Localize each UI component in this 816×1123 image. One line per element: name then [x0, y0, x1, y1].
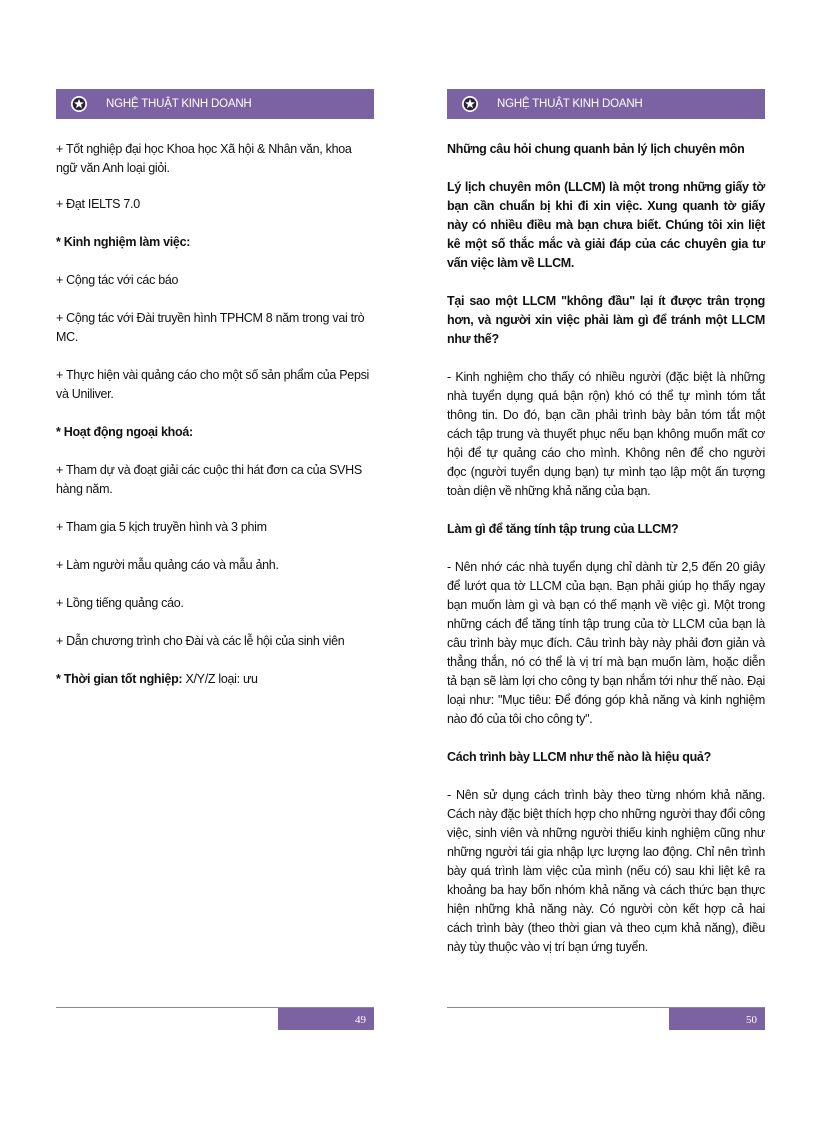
intro-paragraph: Lý lịch chuyên môn (LLCM) là một trong những giấy tờ bạn cần chuẩn bị khi đi xin việc. Xung quanh tờ giấy này có nhiều điều mà bạn chưa biết. Chúng tôi xin liệt kê một số thắc mắc và giải đáp của các chuyên gia tư vấn việc làm về LLCM. [447, 180, 765, 270]
graduation-value: X/Y/Z loại: ưu [182, 672, 258, 686]
right-page [447, 0, 765, 1123]
header-title: NGHỆ THUẬT KINH DOANH [106, 98, 252, 110]
page-number: 50 [669, 1008, 765, 1030]
list-item: + Lồng tiếng quảng cáo. [56, 596, 184, 610]
question-heading: Làm gì để tăng tính tập trung của LLCM? [447, 522, 679, 536]
page-footer [447, 1006, 765, 1031]
list-item: + Tham gia 5 kịch truyền hình và 3 phim [56, 520, 267, 534]
list-item: + Tốt nghiệp đại học Khoa học Xã hội & Nhân văn, khoa ngữ văn Anh loại giỏi. [56, 142, 352, 175]
page-header [447, 89, 765, 119]
graduation-label: * Thời gian tốt nghiệp: [56, 672, 183, 686]
list-item: + Thực hiện vài quảng cáo cho một số sản phẩm của Pepsi và Uniliver. [56, 368, 370, 401]
list-item: + Cộng tác với Đài truyền hình TPHCM 8 năm trong vai trò MC. [56, 311, 365, 344]
answer-paragraph: - Nên nhớ các nhà tuyển dụng chỉ dành từ 2,5 đến 20 giây để lướt qua tờ LLCM của bạn. Bạn phải giúp họ thấy ngay bạn muốn làm gì và bạn có thế mạnh về việc gì. Một trong những cách để tăng tính tập trung của tờ LLCM của bạn là câu trình bày mục đích. Câu trình bày này phải đơn giản và thẳng thắn, nó có thể là vị trí mà bạn muốn làm, hoặc diễn tả bạn sẽ làm lợi cho công ty bạn nhắm tới như thế nào. Đại loại như: "Mục tiêu: Để đóng góp khả năng và kinh nghiệm nào đó của tôi cho công ty". [447, 560, 765, 726]
page-footer [56, 1006, 374, 1031]
section-heading: Những câu hỏi chung quanh bản lý lịch chuyên môn [447, 142, 745, 156]
question-heading: Cách trình bày LLCM như thế nào là hiệu quả? [447, 750, 711, 764]
graduation-line [56, 670, 374, 689]
page-number: 49 [278, 1008, 374, 1030]
right-content [447, 140, 765, 976]
answer-paragraph: - Nên sử dụng cách trình bày theo từng nhóm khả năng. Cách này đặc biệt thích hợp cho những người thay đổi công việc, sinh viên và những người thiếu kinh nghiệm cũng như những người tái gia nhập lực lượng lao động. Chỉ nên trình bày quá trình làm việc của mình (nếu có) sau khi liệt kê ra khoảng ba hay bốn nhóm khả năng và cách thức bạn thực hiện những khả năng này. Có người còn kết hợp cả hai cách trình bày (theo thời gian và theo cụm khả năng), điều này tùy thuộc vào vị trí bạn ứng tuyển. [447, 788, 765, 954]
left-content [56, 140, 374, 708]
answer-paragraph: - Kinh nghiệm cho thấy có nhiều người (đặc biệt là những nhà tuyển dụng quá bận rộn) khó có thể tự mình tóm tắt thông tin. Do đó, bạn cần phải trình bày bản tóm tắt một cách tập trung và thuyết phục nếu bạn không muốn mất cơ hội để tự quảng cáo cho mình. Không nên để cho người đọc (người tuyển dụng bạn) tự mình tạo lập một ấn tượng toàn diện về những khả năng của bạn. [447, 370, 765, 498]
left-page [56, 0, 374, 1123]
star-badge-icon [70, 95, 88, 113]
list-item: + Dẫn chương trình cho Đài và các lễ hội của sinh viên [56, 634, 345, 648]
list-item: + Tham dự và đoạt giải các cuộc thi hát đơn ca của SVHS hàng năm. [56, 463, 362, 496]
list-item: + Làm người mẫu quảng cáo và mẫu ảnh. [56, 558, 279, 572]
question-heading: Tại sao một LLCM "không đầu" lại ít được trân trọng hơn, và người xin việc phải làm gì để tránh một LLCM như thế? [447, 294, 765, 346]
list-item: + Cộng tác với các báo [56, 273, 179, 287]
page-header [56, 89, 374, 119]
star-badge-icon [461, 95, 479, 113]
list-item: + Đạt IELTS 7.0 [56, 197, 140, 211]
header-title: NGHỆ THUẬT KINH DOANH [497, 98, 643, 110]
section-heading: * Kinh nghiệm làm việc: [56, 235, 191, 249]
section-heading: * Hoạt động ngoại khoá: [56, 425, 193, 439]
